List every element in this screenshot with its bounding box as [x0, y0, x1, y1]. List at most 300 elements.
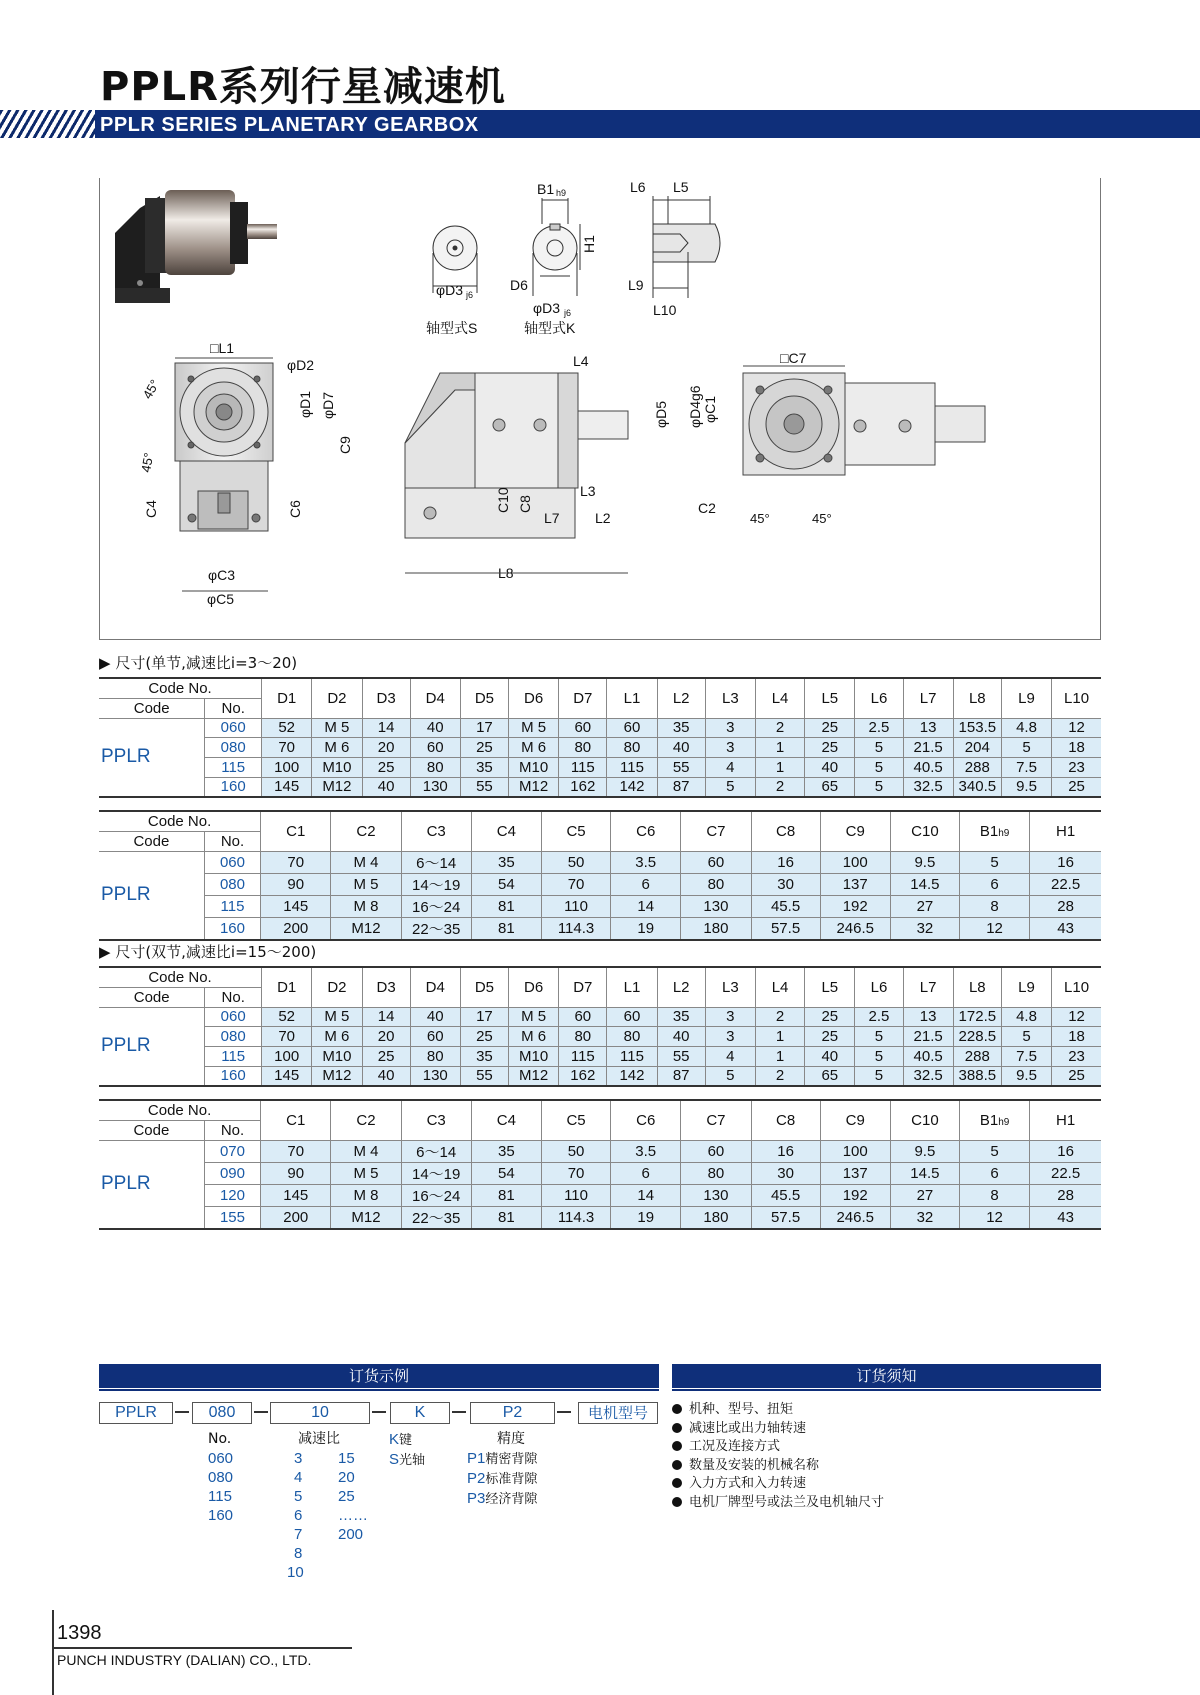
column-header: C4 — [471, 811, 541, 851]
value-cell: 2.5 — [855, 1007, 903, 1027]
column-header: D4 — [410, 678, 460, 718]
code-header: Code — [99, 987, 205, 1007]
model-no-cell: 115 — [204, 895, 260, 917]
order-shaft-column — [389, 1430, 425, 1470]
value-cell: 6～14 — [401, 851, 471, 873]
column-header: D2 — [312, 967, 362, 1007]
value-cell: 12 — [959, 1206, 1029, 1229]
order-box-shaft: K — [390, 1402, 450, 1424]
column-header: D5 — [460, 678, 508, 718]
value-cell: 22～35 — [401, 917, 471, 940]
code-no-header: Code No. — [99, 967, 262, 987]
column-header: H1 — [1030, 1100, 1101, 1140]
company-name: PUNCH INDUSTRY (DALIAN) CO., LTD. — [57, 1652, 312, 1668]
value-cell: 23 — [1052, 757, 1101, 777]
value-cell: 14 — [611, 1184, 681, 1206]
value-cell: 25 — [362, 757, 410, 777]
svg-text:φC5: φC5 — [207, 591, 234, 607]
value-cell: 1 — [755, 1046, 804, 1066]
value-cell: 3 — [705, 1027, 755, 1047]
value-cell: 200 — [261, 1206, 331, 1229]
svg-text:45°: 45° — [138, 451, 157, 474]
value-cell: 40 — [805, 1046, 855, 1066]
value-cell: 16 — [1030, 851, 1101, 873]
value-cell: 100 — [262, 757, 312, 777]
svg-text:φC3: φC3 — [208, 567, 235, 583]
value-cell: 25 — [460, 1027, 508, 1047]
value-cell: 40 — [410, 718, 460, 738]
side-view — [337, 353, 703, 581]
column-header: D7 — [559, 678, 607, 718]
value-cell: 145 — [262, 1066, 312, 1086]
value-cell: 19 — [611, 1206, 681, 1229]
value-cell: 16 — [751, 1140, 820, 1162]
value-cell: 9.5 — [1001, 1066, 1051, 1086]
table-row — [99, 738, 1101, 758]
value-cell: 7.5 — [1001, 1046, 1051, 1066]
column-header: C10 — [890, 811, 959, 851]
value-cell: 55 — [460, 777, 508, 797]
value-cell: 70 — [262, 738, 312, 758]
value-cell: 35 — [460, 757, 508, 777]
section-double-stage-text: 尺寸(双节,减速比i=15～200) — [115, 943, 317, 961]
value-cell: 114.3 — [541, 1206, 610, 1229]
column-header: L4 — [755, 678, 804, 718]
svg-text:45°: 45° — [139, 376, 163, 402]
svg-text:C2: C2 — [698, 500, 716, 516]
model-no-cell: 070 — [204, 1140, 260, 1162]
brand-cell: PPLR — [99, 718, 205, 797]
value-cell: 25 — [805, 1007, 855, 1027]
value-cell: M 5 — [331, 873, 401, 895]
model-no-cell: 120 — [204, 1184, 260, 1206]
value-cell: 14～19 — [401, 1162, 471, 1184]
value-cell: 32 — [890, 917, 959, 940]
value-cell: 1 — [755, 757, 804, 777]
value-cell: 65 — [805, 777, 855, 797]
svg-text:φD2: φD2 — [287, 357, 314, 373]
order-note-text: 工况及连接方式 — [689, 1439, 781, 1454]
value-cell: 145 — [262, 777, 312, 797]
value-cell: 27 — [890, 895, 959, 917]
value-cell: 80 — [559, 1027, 607, 1047]
value-cell: 22～35 — [401, 1206, 471, 1229]
value-cell: 25 — [805, 738, 855, 758]
value-cell: 16 — [1030, 1140, 1101, 1162]
bullet-icon — [672, 1497, 682, 1507]
value-cell: 80 — [681, 1162, 751, 1184]
column-header: D3 — [362, 967, 410, 1007]
value-cell: 14～19 — [401, 873, 471, 895]
code-header: Code — [99, 831, 204, 851]
table-row — [99, 1140, 1101, 1162]
svg-text:φD7: φD7 — [320, 392, 336, 419]
value-cell: 32.5 — [903, 777, 953, 797]
order-note-text: 入力方式和入力转速 — [689, 1476, 807, 1491]
shaft-text: 光轴 — [399, 1453, 426, 1468]
value-cell: M 6 — [509, 1027, 559, 1047]
column-header: L2 — [657, 967, 705, 1007]
value-cell: 70 — [541, 873, 610, 895]
value-cell: 172.5 — [953, 1007, 1001, 1027]
order-note — [672, 1438, 884, 1457]
value-cell: 153.5 — [953, 718, 1001, 738]
value-cell: 192 — [820, 1184, 890, 1206]
value-cell: 14 — [611, 895, 681, 917]
table-row — [99, 895, 1101, 917]
value-cell: 28 — [1030, 1184, 1101, 1206]
order-ratio-column-2 — [338, 1449, 368, 1544]
shaft-text: 键 — [399, 1433, 413, 1448]
svg-text:L10: L10 — [653, 302, 677, 318]
value-cell: 16～24 — [401, 895, 471, 917]
value-cell: M12 — [331, 1206, 401, 1229]
svg-text:L8: L8 — [498, 565, 514, 581]
value-cell: 30 — [751, 1162, 820, 1184]
order-dash — [452, 1411, 466, 1413]
column-header: D7 — [559, 967, 607, 1007]
value-cell: 130 — [681, 1184, 751, 1206]
svg-text:L9: L9 — [628, 277, 644, 293]
order-notes-title: 订货须知 — [672, 1364, 1101, 1388]
value-cell: M 5 — [312, 718, 362, 738]
order-box-series: PPLR — [99, 1402, 173, 1424]
value-cell: 80 — [607, 738, 657, 758]
value-cell: 27 — [890, 1184, 959, 1206]
value-cell: 9.5 — [890, 851, 959, 873]
value-cell: 45.5 — [751, 1184, 820, 1206]
brand-cell: PPLR — [99, 851, 204, 940]
table-row — [99, 1046, 1101, 1066]
column-header: L9 — [1001, 678, 1051, 718]
column-header: L10 — [1052, 967, 1101, 1007]
code-header: Code — [99, 1120, 204, 1140]
table-row — [99, 1007, 1101, 1027]
model-no-cell: 060 — [204, 851, 260, 873]
svg-text:L5: L5 — [673, 179, 689, 195]
value-cell: 16～24 — [401, 1184, 471, 1206]
value-cell: 180 — [681, 917, 751, 940]
value-cell: 6 — [611, 873, 681, 895]
value-cell: 13 — [903, 1007, 953, 1027]
value-cell: 3 — [705, 1007, 755, 1027]
brand-cell: PPLR — [99, 1007, 205, 1086]
value-cell: 12 — [1052, 718, 1101, 738]
value-cell: 100 — [820, 851, 890, 873]
model-no-cell: 090 — [204, 1162, 260, 1184]
svg-text:□L1: □L1 — [210, 340, 235, 356]
column-header: C7 — [681, 811, 751, 851]
value-cell: 2 — [755, 718, 804, 738]
column-header: L8 — [953, 967, 1001, 1007]
value-cell: 40 — [362, 777, 410, 797]
shaft-code: K — [389, 1431, 400, 1448]
value-cell: 115 — [559, 1046, 607, 1066]
value-cell: 35 — [471, 851, 541, 873]
precision-head: 精度 — [497, 1431, 525, 1447]
column-header: L1 — [607, 967, 657, 1007]
value-cell: 52 — [262, 718, 312, 738]
value-cell: 142 — [607, 777, 657, 797]
shaft-k-label: 轴型式K — [524, 320, 576, 336]
order-box-motor: 电机型号 — [578, 1402, 658, 1424]
value-cell: 22.5 — [1030, 1162, 1101, 1184]
value-cell: 137 — [820, 873, 890, 895]
value-cell: 22.5 — [1030, 873, 1101, 895]
value-cell: 25 — [1052, 1066, 1101, 1086]
value-cell: 25 — [460, 738, 508, 758]
column-header: D2 — [312, 678, 362, 718]
no-header: No. — [205, 987, 262, 1007]
column-header: D1 — [262, 967, 312, 1007]
value-cell: 40.5 — [903, 757, 953, 777]
value-cell: 1 — [755, 1027, 804, 1047]
section-double-stage: ▶ 尺寸(双节,减速比i=15～200) — [99, 943, 317, 961]
table-row — [99, 1184, 1101, 1206]
order-ratio-value: 5 — [294, 1488, 303, 1505]
value-cell: M 6 — [312, 1027, 362, 1047]
svg-text:□C7: □C7 — [780, 350, 807, 366]
shaft-s-label: 轴型式S — [426, 320, 478, 336]
order-note — [672, 1457, 884, 1476]
value-cell: 80 — [559, 738, 607, 758]
value-cell: 50 — [541, 1140, 610, 1162]
model-no-cell: 080 — [205, 1027, 262, 1047]
bullet-icon — [672, 1460, 682, 1470]
value-cell: 4 — [705, 1046, 755, 1066]
value-cell: M10 — [312, 757, 362, 777]
order-note-text: 电机厂牌型号或法兰及电机轴尺寸 — [689, 1494, 885, 1510]
value-cell: 90 — [261, 873, 331, 895]
value-cell: 115 — [559, 757, 607, 777]
value-cell: 54 — [471, 1162, 541, 1184]
order-ratio-value: 20 — [338, 1469, 355, 1486]
svg-text:j6: j6 — [466, 290, 474, 300]
value-cell: 17 — [460, 718, 508, 738]
value-cell: 45.5 — [751, 895, 820, 917]
order-dash — [372, 1411, 386, 1413]
order-no-head: No. — [208, 1431, 232, 1447]
column-header: C1 — [261, 811, 331, 851]
order-ratio-value: 4 — [294, 1469, 303, 1486]
order-ratio-value: 200 — [338, 1526, 364, 1543]
value-cell: 5 — [705, 777, 755, 797]
precision-code: P2 — [467, 1470, 486, 1487]
model-no-cell: 160 — [205, 777, 262, 797]
order-note — [672, 1420, 884, 1439]
value-cell: 388.5 — [953, 1066, 1001, 1086]
value-cell: 21.5 — [903, 1027, 953, 1047]
order-ratio-value: 15 — [338, 1450, 355, 1467]
column-header: L1 — [607, 678, 657, 718]
table-row — [99, 1066, 1101, 1086]
column-header: B1h9 — [959, 811, 1029, 851]
order-note — [672, 1475, 884, 1494]
value-cell: 5 — [855, 1046, 903, 1066]
precision-text: 标准背隙 — [485, 1472, 538, 1487]
value-cell: 21.5 — [903, 738, 953, 758]
shaft-code: S — [389, 1451, 400, 1468]
order-note-text: 数量及安装的机械名称 — [689, 1457, 820, 1473]
value-cell: 65 — [805, 1066, 855, 1086]
value-cell: 5 — [855, 1027, 903, 1047]
value-cell: 70 — [262, 1027, 312, 1047]
brand-cell: PPLR — [99, 1140, 204, 1229]
code-no-header: Code No. — [99, 678, 262, 698]
value-cell: 81 — [471, 917, 541, 940]
value-cell: 40 — [657, 1027, 705, 1047]
value-cell: 137 — [820, 1162, 890, 1184]
value-cell: 9.5 — [890, 1140, 959, 1162]
value-cell: 100 — [262, 1046, 312, 1066]
value-cell: 6 — [959, 873, 1029, 895]
value-cell: 145 — [261, 895, 331, 917]
svg-text:D6: D6 — [510, 277, 528, 293]
value-cell: 87 — [657, 1066, 705, 1086]
shaft-type-k-view — [510, 181, 597, 336]
value-cell: M 6 — [509, 738, 559, 758]
value-cell: 6 — [611, 1162, 681, 1184]
table-single-dims-c — [99, 810, 1101, 941]
value-cell: 12 — [1052, 1007, 1101, 1027]
value-cell: 28 — [1030, 895, 1101, 917]
value-cell: 2 — [755, 1066, 804, 1086]
value-cell: 180 — [681, 1206, 751, 1229]
value-cell: 145 — [261, 1184, 331, 1206]
value-cell: 60 — [681, 851, 751, 873]
code-no-header: Code No. — [99, 1100, 261, 1120]
page-title: PPLR系列行星减速机 — [100, 64, 506, 110]
column-header: C7 — [681, 1100, 751, 1140]
column-header: C1 — [261, 1100, 331, 1140]
value-cell: 19 — [611, 917, 681, 940]
section-single-stage: ▶ 尺寸(单节,减速比i=3～20) — [99, 654, 298, 672]
table-single-dims-d — [99, 677, 1101, 798]
value-cell: 35 — [471, 1140, 541, 1162]
column-header: L3 — [705, 967, 755, 1007]
column-header: D6 — [509, 678, 559, 718]
svg-text:C9: C9 — [337, 436, 353, 454]
value-cell: 228.5 — [953, 1027, 1001, 1047]
value-cell: 43 — [1030, 1206, 1101, 1229]
column-header: L5 — [805, 678, 855, 718]
column-header: C8 — [751, 811, 820, 851]
value-cell: 25 — [362, 1046, 410, 1066]
value-cell: 114.3 — [541, 917, 610, 940]
order-notes-list — [672, 1401, 884, 1512]
svg-text:L4: L4 — [573, 353, 589, 369]
technical-drawing — [100, 178, 1100, 638]
svg-text:B1: B1 — [537, 181, 555, 197]
svg-text:C8: C8 — [517, 495, 533, 513]
table-double-dims-c — [99, 1099, 1101, 1230]
column-header: L6 — [855, 678, 903, 718]
order-ratio-value: …… — [338, 1507, 368, 1524]
value-cell: M 5 — [312, 1007, 362, 1027]
value-cell: 7.5 — [1001, 757, 1051, 777]
column-header: L9 — [1001, 967, 1051, 1007]
front-view — [138, 340, 336, 607]
value-cell: 43 — [1030, 917, 1101, 940]
value-cell: 2 — [755, 777, 804, 797]
column-header: L2 — [657, 678, 705, 718]
order-example-underline — [99, 1389, 659, 1391]
value-cell: 12 — [959, 917, 1029, 940]
shaft-type-s-view — [426, 226, 477, 336]
value-cell: 3.5 — [611, 851, 681, 873]
model-no-cell: 115 — [205, 757, 262, 777]
value-cell: 50 — [541, 851, 610, 873]
value-cell: 110 — [541, 895, 610, 917]
model-no-cell: 060 — [205, 718, 262, 738]
value-cell: 55 — [657, 1046, 705, 1066]
precision-text: 经济背隙 — [485, 1492, 538, 1507]
bullet-icon — [672, 1423, 682, 1433]
column-header: C6 — [611, 1100, 681, 1140]
value-cell: 130 — [410, 1066, 460, 1086]
footer-vertical-rule — [52, 1610, 54, 1695]
column-header: C3 — [401, 811, 471, 851]
svg-text:45°: 45° — [750, 511, 770, 526]
order-precision-column — [467, 1430, 537, 1509]
svg-text:φD1: φD1 — [297, 391, 313, 418]
column-header: B1h9 — [959, 1100, 1029, 1140]
table-row — [99, 1206, 1101, 1229]
value-cell: 246.5 — [820, 1206, 890, 1229]
product-photo — [115, 190, 277, 303]
value-cell: 130 — [410, 777, 460, 797]
value-cell: 6～14 — [401, 1140, 471, 1162]
value-cell: M 5 — [509, 1007, 559, 1027]
value-cell: 23 — [1052, 1046, 1101, 1066]
model-no-cell: 160 — [205, 1066, 262, 1086]
value-cell: 14.5 — [890, 1162, 959, 1184]
value-cell: M 8 — [331, 895, 401, 917]
value-cell: 35 — [460, 1046, 508, 1066]
svg-text:φD5: φD5 — [653, 401, 669, 428]
order-no-column — [208, 1430, 233, 1525]
column-header: C2 — [331, 811, 401, 851]
value-cell: 246.5 — [820, 917, 890, 940]
svg-text:C4: C4 — [143, 500, 159, 518]
svg-text:φD4g6: φD4g6 — [687, 385, 703, 428]
value-cell: 60 — [559, 1007, 607, 1027]
order-note-text: 机种、型号、扭矩 — [689, 1402, 794, 1417]
order-note — [672, 1494, 884, 1513]
value-cell: 40 — [410, 1007, 460, 1027]
value-cell: 81 — [471, 1184, 541, 1206]
value-cell: M12 — [312, 1066, 362, 1086]
value-cell: 80 — [410, 757, 460, 777]
no-header: No. — [204, 831, 260, 851]
table-row — [99, 1162, 1101, 1184]
order-dash — [175, 1411, 189, 1413]
table-row — [99, 917, 1101, 940]
model-no-cell: 080 — [205, 738, 262, 758]
value-cell: 110 — [541, 1184, 610, 1206]
column-header: L10 — [1052, 678, 1101, 718]
order-no-value: 060 — [208, 1450, 234, 1467]
column-header: C5 — [541, 811, 610, 851]
value-cell: 25 — [1052, 777, 1101, 797]
value-cell: M 4 — [331, 851, 401, 873]
value-cell: 52 — [262, 1007, 312, 1027]
precision-text: 精密背隙 — [485, 1452, 538, 1467]
value-cell: 162 — [559, 1066, 607, 1086]
value-cell: 81 — [471, 895, 541, 917]
value-cell: 2 — [755, 1007, 804, 1027]
value-cell: 13 — [903, 718, 953, 738]
